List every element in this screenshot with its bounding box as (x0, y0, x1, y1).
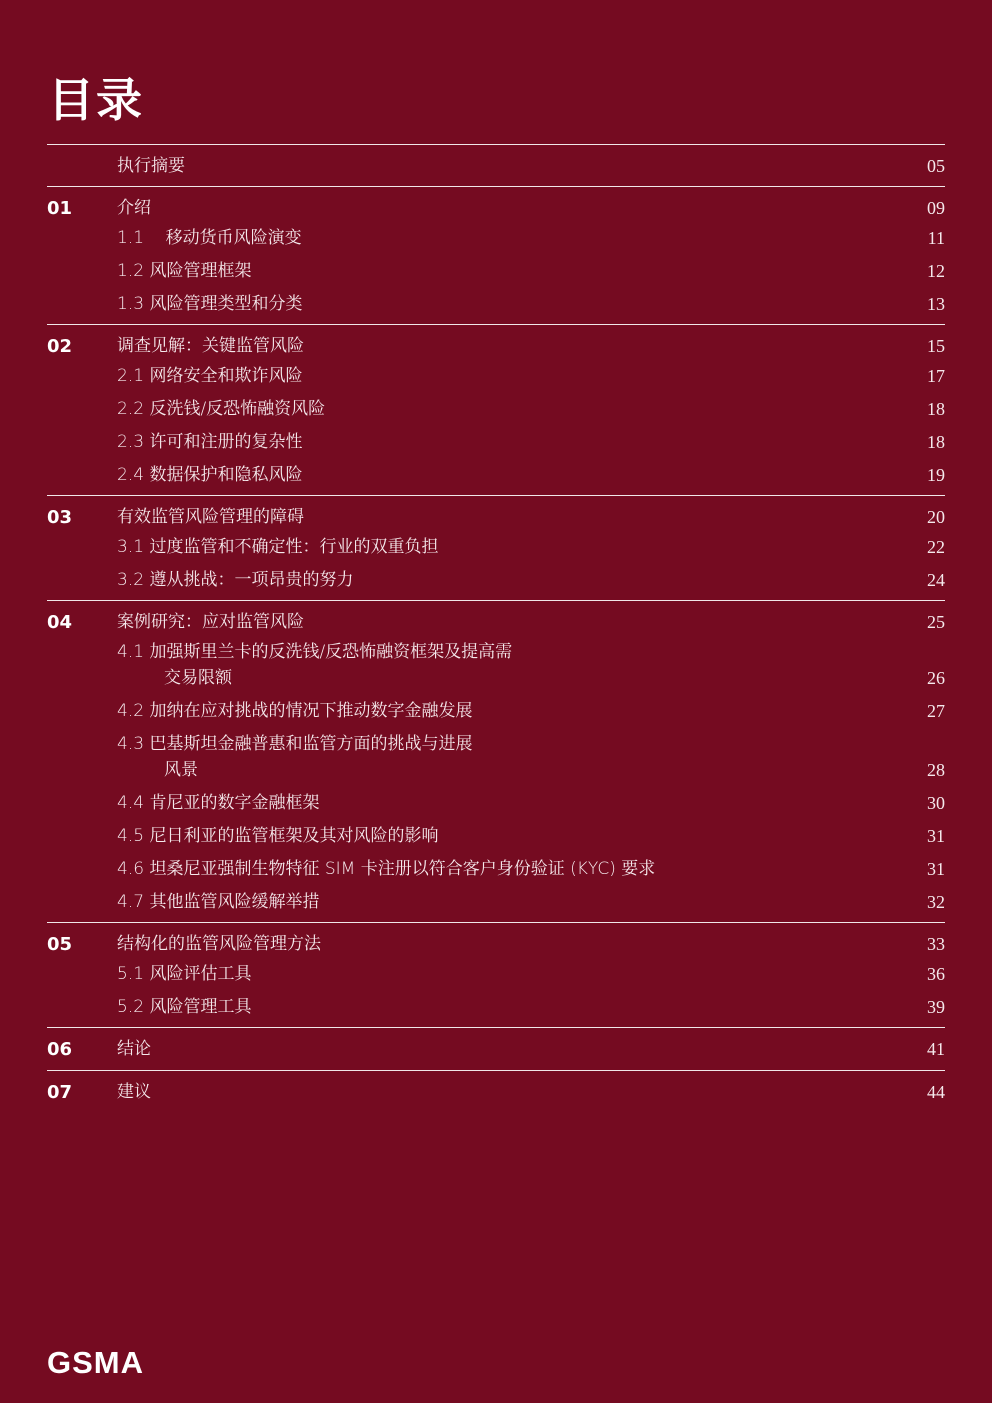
subsection-title (117, 567, 885, 593)
page-number: 41 (927, 1039, 945, 1059)
section-title: 结论 (117, 1039, 151, 1059)
subsection-title (117, 639, 885, 691)
subsection-title-line: 3.2 遵从挑战：一项昂贵的努力 (117, 570, 354, 590)
section-number (47, 153, 117, 154)
page-number: 19 (927, 465, 945, 485)
subsection-title (117, 698, 885, 724)
toc-subentry[interactable] (47, 639, 945, 691)
page-number: 22 (927, 537, 945, 557)
section-number: 03 (47, 507, 73, 528)
section-number: 02 (47, 336, 73, 357)
toc-subentry[interactable] (47, 567, 945, 593)
toc-subentry[interactable] (47, 994, 945, 1020)
page-number: 33 (927, 934, 945, 954)
page-number: 44 (927, 1082, 945, 1102)
toc-entry[interactable] (47, 195, 945, 222)
section-title: 执行摘要 (117, 156, 185, 176)
toc-subentry[interactable] (47, 698, 945, 724)
subsection-title (117, 889, 885, 915)
section-number: 06 (47, 1039, 73, 1060)
subsection-title-line: 4.1 加强斯里兰卡的反洗钱/反恐怖融资框架及提高需 (117, 642, 513, 662)
section-title: 介绍 (117, 198, 151, 218)
toc-subentry[interactable] (47, 462, 945, 488)
section-number: 07 (47, 1082, 73, 1103)
subsection-title-line: 2.3 许可和注册的复杂性 (117, 432, 303, 452)
section-number: 05 (47, 934, 73, 955)
subsection-title-line: 2.1 网络安全和欺诈风险 (117, 366, 303, 386)
toc-section (47, 922, 945, 1027)
section-number: 04 (47, 612, 73, 633)
page-number: 24 (927, 570, 945, 590)
toc-entry[interactable] (47, 1079, 945, 1106)
page-number: 05 (927, 156, 945, 176)
subsection-title-line: 1.2 风险管理框架 (117, 261, 252, 281)
subsection-title (117, 258, 885, 284)
subsection-title-line: 4.7 其他监管风险缓解举措 (117, 892, 320, 912)
toc-subentry[interactable] (47, 225, 945, 251)
page-number: 09 (927, 198, 945, 218)
subsection-title (117, 291, 885, 317)
toc-subentry[interactable] (47, 823, 945, 849)
section-number: 01 (47, 198, 73, 219)
subsection-title (117, 462, 885, 488)
toc-section (47, 495, 945, 600)
section-title: 结构化的监管风险管理方法 (117, 934, 321, 954)
subsection-title-line: 4.3 巴基斯坦金融普惠和监管方面的挑战与进展 (117, 734, 473, 754)
toc-entry[interactable] (47, 1036, 945, 1063)
toc-section (47, 600, 945, 922)
subsection-title-continuation: 风景 (164, 760, 198, 780)
subsection-title (117, 534, 885, 560)
subsection-title (117, 994, 885, 1020)
page-number: 18 (927, 399, 945, 419)
subsection-title-line: 4.5 尼日利亚的监管框架及其对风险的影响 (117, 826, 439, 846)
section-title: 有效监管风险管理的障碍 (117, 507, 304, 527)
toc-subentry[interactable] (47, 889, 945, 915)
toc-section (47, 144, 945, 186)
subsection-title-line: 4.2 加纳在应对挑战的情况下推动数字金融发展 (117, 701, 473, 721)
subsection-title-line: 4.6 坦桑尼亚强制生物特征 SIM 卡注册以符合客户身份验证 (KYC) 要求 (117, 859, 656, 879)
page-number: 32 (927, 892, 945, 912)
toc-entry[interactable] (47, 609, 945, 636)
toc-subentry[interactable] (47, 429, 945, 455)
section-title: 调查见解：关键监管风险 (117, 336, 304, 356)
table-of-contents (47, 144, 945, 1113)
subsection-title-line: 1.3 风险管理类型和分类 (117, 294, 303, 314)
gsma-logo (47, 1347, 199, 1377)
page-title: 目录 (48, 72, 144, 127)
toc-subentry[interactable] (47, 790, 945, 816)
section-title: 案例研究：应对监管风险 (117, 612, 304, 632)
subsection-title-line: 5.2 风险管理工具 (117, 997, 252, 1017)
page-number: 27 (927, 701, 945, 721)
subsection-title (117, 856, 885, 882)
toc-subentry[interactable] (47, 731, 945, 783)
subsection-title-line: 5.1 风险评估工具 (117, 964, 252, 984)
toc-section (47, 1027, 945, 1070)
subsection-title-line: 2.2 反洗钱/反恐怖融资风险 (117, 399, 326, 419)
subsection-title (117, 429, 885, 455)
subsection-title (117, 961, 885, 987)
subsection-title (117, 731, 885, 783)
toc-subentry[interactable] (47, 258, 945, 284)
subsection-title-line: 2.4 数据保护和隐私风险 (117, 465, 303, 485)
page-number: 20 (927, 507, 945, 527)
subsection-title-line: 3.1 过度监管和不确定性：行业的双重负担 (117, 537, 439, 557)
toc-entry[interactable] (47, 333, 945, 360)
page-number: 18 (927, 432, 945, 452)
page-number: 13 (927, 294, 945, 314)
page-number: 30 (927, 793, 945, 813)
toc-section (47, 186, 945, 324)
page-number: 25 (927, 612, 945, 632)
toc-entry[interactable] (47, 504, 945, 531)
page-number: 36 (927, 964, 945, 984)
page-number: 12 (927, 261, 945, 281)
gsma-logo-text: GSMA (47, 1347, 144, 1377)
page-number: 28 (927, 760, 945, 780)
toc-entry[interactable] (47, 153, 945, 179)
page-number: 15 (927, 336, 945, 356)
subsection-title (117, 363, 885, 389)
toc-subentry[interactable] (47, 961, 945, 987)
subsection-title (117, 823, 885, 849)
page-number: 31 (927, 826, 945, 846)
subsection-title (117, 396, 885, 422)
toc-subentry[interactable] (47, 363, 945, 389)
toc-subentry[interactable] (47, 291, 945, 317)
toc-subentry[interactable] (47, 534, 945, 560)
subsection-title-continuation: 交易限额 (164, 668, 232, 688)
page-number: 39 (927, 997, 945, 1017)
page-number: 31 (927, 859, 945, 879)
toc-subentry[interactable] (47, 396, 945, 422)
toc-section (47, 1070, 945, 1113)
toc-subentry[interactable] (47, 856, 945, 882)
page-number: 11 (927, 228, 945, 248)
toc-entry[interactable] (47, 931, 945, 958)
toc-section (47, 324, 945, 495)
subsection-title (117, 225, 885, 251)
page-number: 17 (927, 366, 945, 386)
page-number: 26 (927, 668, 945, 688)
subsection-title (117, 790, 885, 816)
section-title: 建议 (117, 1082, 151, 1102)
subsection-title-line: 4.4 肯尼亚的数字金融框架 (117, 793, 320, 813)
subsection-title-line: 1.1 移动货币风险演变 (117, 228, 302, 248)
